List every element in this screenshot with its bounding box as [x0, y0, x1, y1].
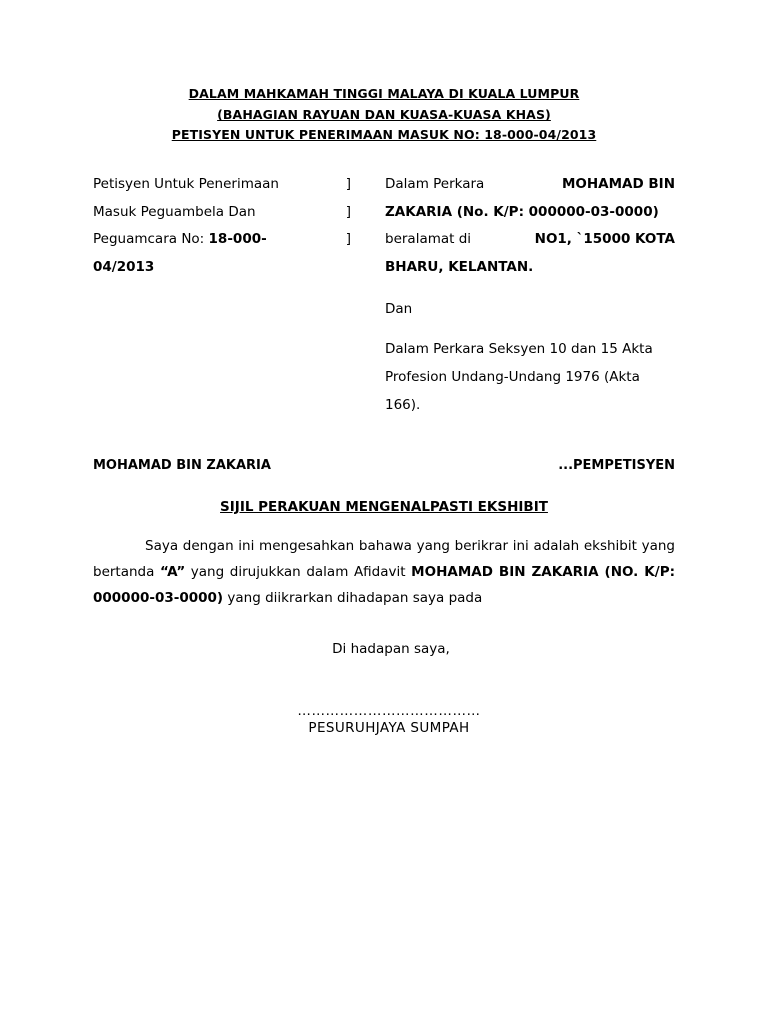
- petitioner-name: MOHAMAD BIN ZAKARIA: [93, 457, 271, 473]
- title-block-right: [385, 171, 675, 419]
- matter-address-part-2: BHARU, KELANTAN.: [385, 259, 534, 276]
- matter-line-1-prefix: Dalam Perkara: [385, 176, 485, 193]
- certificate-title-text: SIJIL PERAKUAN MENGENALPASTI EKSHIBIT: [220, 498, 548, 515]
- statute-line-1: Dalam Perkara Seksyen 10 dan 15 Akta: [385, 341, 653, 358]
- matter-description: [385, 171, 675, 282]
- petition-description: [93, 171, 351, 282]
- statute-line-3: 166).: [385, 396, 421, 413]
- petition-desc-line-3: [93, 226, 267, 254]
- petition-desc-line-1: Petisyen Untuk Penerimaan: [93, 176, 279, 193]
- heading-line-1: [93, 84, 675, 103]
- certificate-body: [93, 533, 675, 612]
- petition-number-part-2: 04/2013: [93, 259, 155, 276]
- court-heading: [93, 84, 675, 144]
- signature-caption: PESURUHJAYA SUMPAH: [308, 720, 470, 737]
- certificate-body-part-1: Saya dengan ini mengesahkan bahawa yang berikrar ini adalah ekshibit yang bertanda: [93, 537, 675, 580]
- matter-statute: [385, 336, 675, 419]
- heading-line-3-text: PETISYEN UNTUK PENERIMAAN MASUK NO: 18-000-04/2013: [171, 126, 597, 142]
- statute-line-2: Profesion Undang-Undang 1976 (Akta: [385, 369, 640, 386]
- title-block: [93, 171, 675, 419]
- before-me-label: Di hadapan saya,: [332, 641, 450, 658]
- heading-line-2: [93, 105, 675, 124]
- exhibit-mark: “A”: [159, 563, 186, 580]
- title-block-left: [93, 171, 351, 419]
- petitioner-row: [93, 458, 675, 473]
- signature-dotted-line: …………………………………: [297, 703, 481, 720]
- heading-line-2-text: (BAHAGIAN RAYUAN DAN KUASA-KUASA KHAS): [217, 107, 551, 123]
- heading-line-3: [93, 125, 675, 144]
- certificate-title: [93, 499, 675, 515]
- matter-conjunction: Dan: [385, 300, 413, 317]
- document-content: [93, 84, 675, 736]
- heading-line-1-text: DALAM MAHKAMAH TINGGI MALAYA DI KUALA LUMPUR: [188, 86, 580, 101]
- bracket-3: ]: [345, 231, 351, 248]
- petition-desc-line-3-prefix: Peguamcara No:: [93, 231, 209, 248]
- matter-address-part-1: NO1, `15000 KOTA: [534, 231, 675, 248]
- petition-desc-line-2: Masuk Peguambela Dan: [93, 203, 256, 220]
- petition-number-part-1: 18-000-: [208, 231, 267, 248]
- certificate-body-part-3: yang diikrarkan dihadapan saya pada: [223, 590, 483, 607]
- matter-subject-part-1: MOHAMAD BIN: [561, 176, 675, 193]
- certificate-body-part-2: yang dirujukkan dalam Afidavit: [185, 563, 412, 580]
- petitioner-role: ...PEMPETISYEN: [558, 457, 675, 473]
- matter-address-prefix: beralamat di: [385, 231, 472, 248]
- bracket-2: ]: [345, 203, 351, 220]
- affidavit-deponent-name: MOHAMAD BIN ZAKARIA (NO. K/P: 000000-03-0000): [93, 563, 675, 607]
- matter-subject-part-2: ZAKARIA (No. K/P: 000000-03-0000): [385, 203, 659, 220]
- bracket-1: ]: [345, 176, 351, 193]
